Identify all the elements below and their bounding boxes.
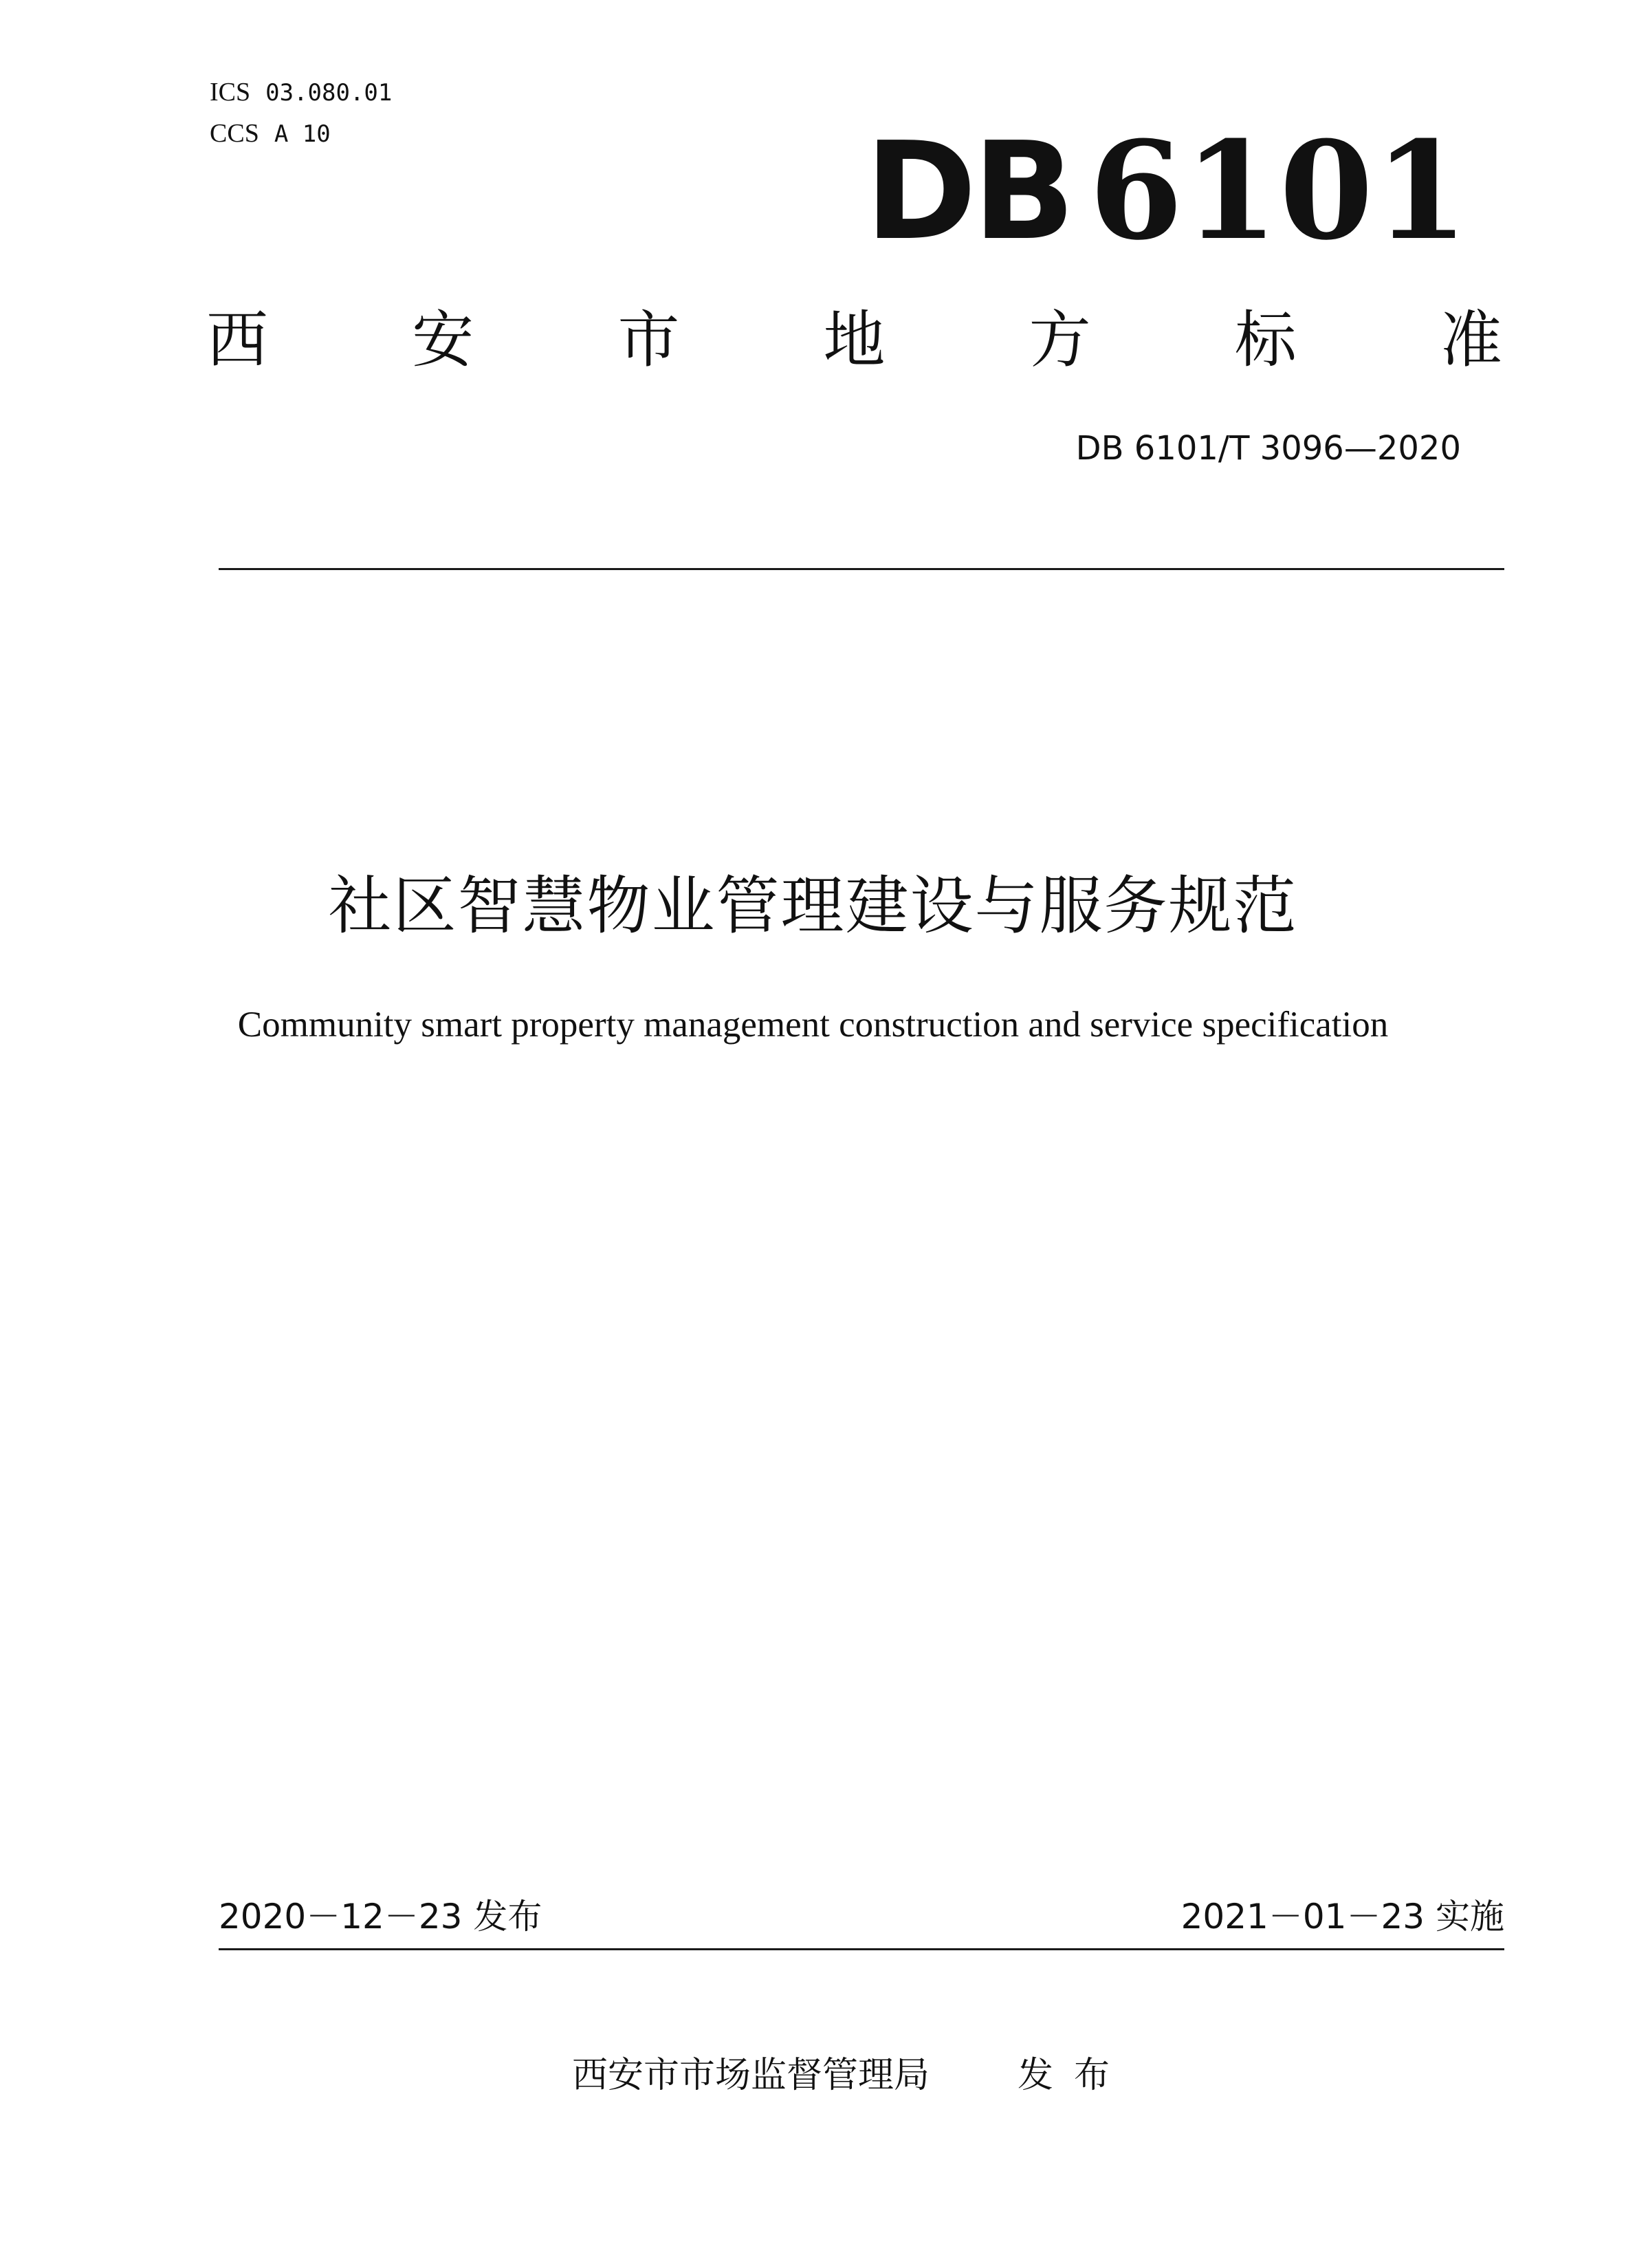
ics-classification xyxy=(210,77,392,108)
standard-type-char: 准 xyxy=(1440,304,1502,376)
ccs-label: CCS xyxy=(210,119,259,148)
standard-type-char: 西 xyxy=(206,304,268,376)
implementation-date-line xyxy=(1181,1895,1504,1939)
ccs-code: A 10 xyxy=(274,120,331,148)
bottom-divider xyxy=(219,1948,1504,1950)
standard-type-char: 市 xyxy=(617,304,680,376)
issue-date-line xyxy=(219,1895,542,1939)
document-title-en: Community smart property management construction and service specification xyxy=(237,1005,1389,1045)
document-title-cn: 社区智慧物业管理建设与服务规范 xyxy=(328,869,1298,943)
standard-type-char: 地 xyxy=(823,304,886,376)
ccs-classification xyxy=(210,118,331,149)
implementation-date: 2021－01－23 xyxy=(1180,1897,1425,1937)
standard-mark-region-code: 6101 xyxy=(1089,112,1470,270)
publisher-name: 西安市市场监督管理局 xyxy=(572,2055,930,2096)
top-divider xyxy=(219,568,1504,570)
ics-label: ICS xyxy=(210,78,251,107)
ics-code: 03.080.01 xyxy=(265,79,393,107)
publish-label: 发布 xyxy=(1018,2055,1131,2096)
implementation-label: 实施 xyxy=(1436,1897,1504,1937)
issue-date: 2020－12－23 xyxy=(219,1897,463,1937)
standard-type-char: 方 xyxy=(1029,304,1091,376)
standard-number: DB 6101/T 3096—2020 xyxy=(1075,429,1461,468)
issue-label: 发布 xyxy=(473,1897,542,1937)
standard-mark-prefix: DB xyxy=(865,113,1072,270)
standard-type-heading xyxy=(206,303,1502,378)
standard-type-char: 标 xyxy=(1234,304,1297,376)
standard-type-char: 安 xyxy=(412,304,474,376)
standard-mark xyxy=(865,112,1470,270)
